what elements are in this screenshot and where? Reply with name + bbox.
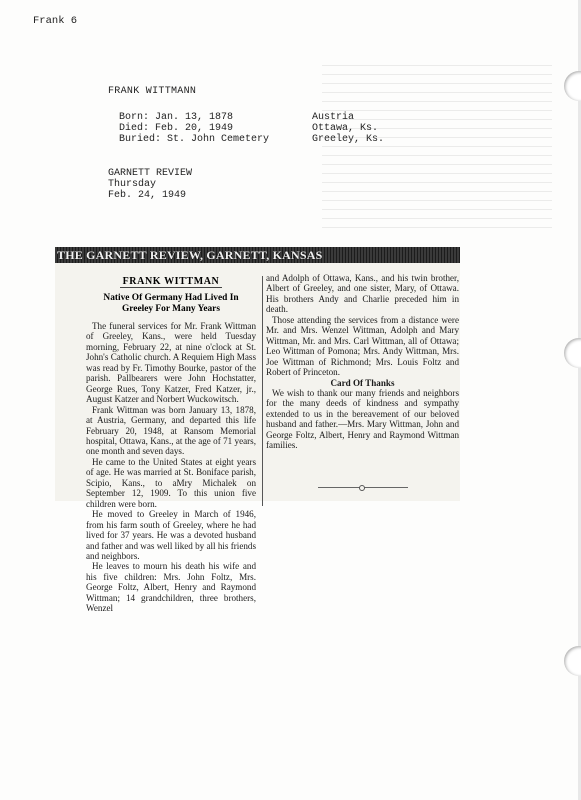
ornament-dot <box>359 485 365 491</box>
bleed-through-marks <box>322 60 552 230</box>
buried-row <box>119 134 269 145</box>
buried-label: Buried: <box>119 134 162 145</box>
buried-place: St. John Cemetery <box>167 134 270 145</box>
obit-paragraph: Frank Wittman was born January 13, 1878, at Austria, Germany, and departed this life February 20, 1948, at Ransom Memorial hospital, Ottawa, Kans., at the age of 71 years, one month and seven days. <box>86 404 256 457</box>
died-label: Died: <box>119 123 150 134</box>
obituary-name: FRANK WITTMAN <box>122 276 220 287</box>
obit-paragraph: The funeral services for Mr. Frank Wittman of Greeley, Kans., were held Tuesday morning, February 22, at nine o'clock at St. John's Catholic church. A Requiem High Mass was read by Fr. Timothy Bourke, pastor of the parish. Pallbearers were John Hochstatter, George Rues, Tony Katzer, Fred Katzer, jr., August Katzer and Norbert Wuckowitsch. <box>86 321 256 405</box>
source-date: Feb. 24, 1949 <box>108 190 187 201</box>
born-date: Jan. 13, 1878 <box>155 112 234 123</box>
card-of-thanks-heading: Card Of Thanks <box>330 377 395 388</box>
obituary-right-column <box>266 273 459 451</box>
source-paper: GARNETT REVIEW <box>108 168 193 179</box>
born-label: Born: <box>119 112 150 123</box>
died-place: Ottawa, Ks. <box>312 123 379 134</box>
born-place: Austria <box>312 112 355 123</box>
died-date: Feb. 20, 1949 <box>155 123 234 134</box>
column-divider <box>262 276 263 506</box>
card-of-thanks-text: We wish to thank our many friends and neighbors for the many deeds of kindness and sympathy extended to us in the bereavement of our beloved husband and father.—Mrs. Mary Wittman, John and George Foltz, Albert, Henry and Raymond Wittman families. <box>266 387 459 451</box>
subhead-line-1: Native Of Germany Had Lived In <box>103 293 239 303</box>
masthead-bar <box>55 247 460 263</box>
obit-paragraph: and Adolph of Ottawa, Kans., and his twin brother, Albert of Greeley, and one sister, Mary, of Ottawa. His brothers Andy and Charlie preceded him in death. <box>266 273 459 315</box>
obituary-left-column <box>86 321 256 614</box>
obit-paragraph: He moved to Greeley in March of 1946, from his farm south of Greeley, where he had lived for 37 years. He was a devoted husband and father and was well liked by all his friends and neighbors. <box>86 509 256 561</box>
born-row <box>119 112 233 123</box>
obituary-subhead <box>86 293 256 315</box>
died-row <box>119 123 233 134</box>
source-day: Thursday <box>108 179 157 190</box>
name-underline <box>120 287 222 288</box>
obit-paragraph: Those attending the services from a distance were Mr. and Mrs. Wenzel Wittman, Adolph and Mary Wittman, Mr. and Mrs. Carl Wittman, all of Ottawa; Leo Wittman of Pomona; Mrs. Andy Wittman, Mrs. Joe Wittman of Richmond; Mrs. Louis Foltz and Robert of Princeton. <box>266 314 459 378</box>
punch-hole-top <box>564 71 581 101</box>
punch-hole-bottom <box>564 646 581 676</box>
document-title: FRANK WITTMANN <box>108 86 197 97</box>
obit-paragraph: He came to the United States at eight years of age. He was married at St. Boniface parish, Scipio, Kans., to aMry Michalek on September 12, 1909. To this union five children were born. <box>86 456 256 509</box>
masthead-text: THE GARNETT REVIEW, GARNETT, KANSAS <box>57 248 323 262</box>
subhead-line-2: Greeley For Many Years <box>122 304 220 314</box>
obit-paragraph: He leaves to mourn his death his wife and his five children: Mrs. John Foltz, Mrs. George Foltz, Albert, Henry and Raymond Wittman; 14 grandchildren, three brothers, Wenzel <box>86 561 256 614</box>
burial-town: Greeley, Ks. <box>312 134 385 145</box>
end-ornament <box>318 485 408 490</box>
page-corner-label: Frank 6 <box>33 15 78 27</box>
punch-hole-middle <box>564 338 581 368</box>
